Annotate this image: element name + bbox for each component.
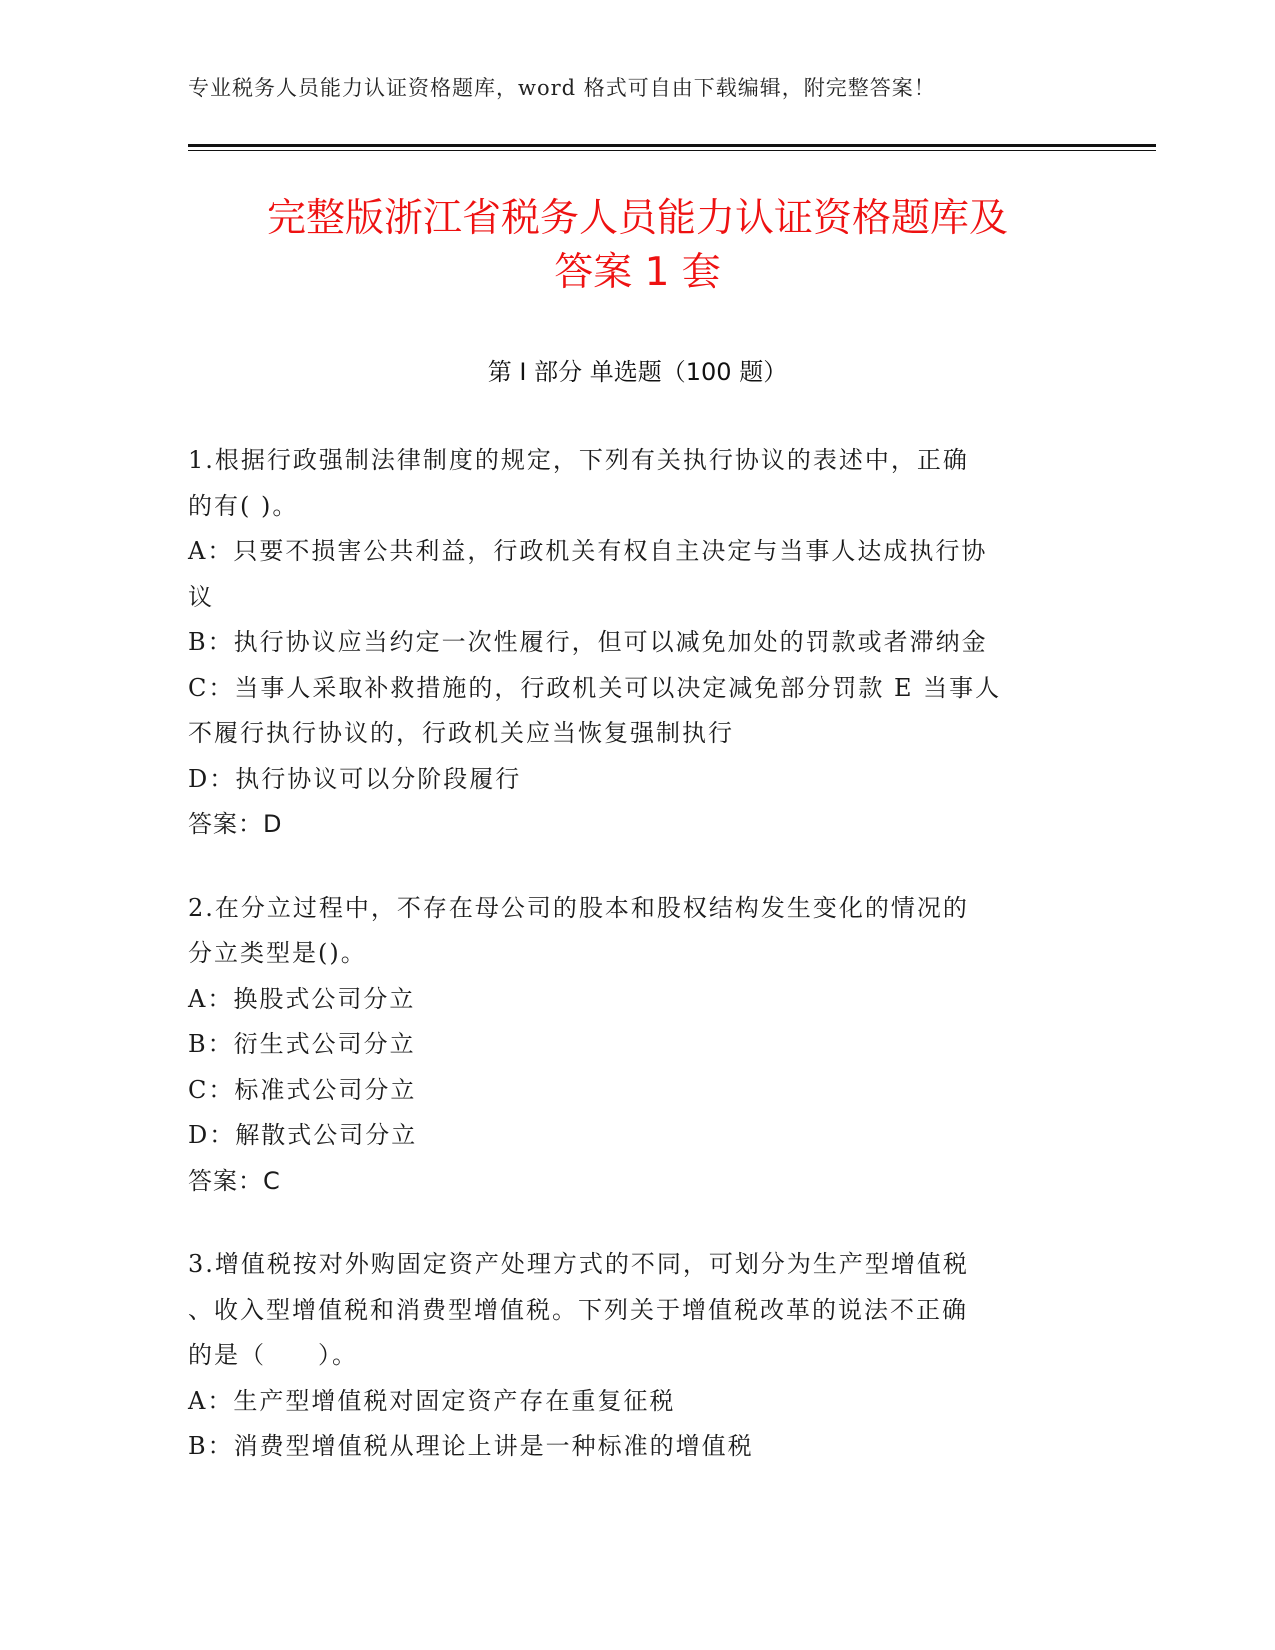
option-c: C：标准式公司分立 bbox=[188, 1075, 417, 1104]
question-stem: 分立类型是()。 bbox=[188, 939, 367, 967]
option-c: C：当事人采取补救措施的，行政机关可以决定减免部分罚款 E 当事人 bbox=[188, 673, 1002, 702]
question-stem: 3.增值税按对外购固定资产处理方式的不同，可划分为生产型增值税 bbox=[188, 1250, 969, 1278]
option-d: D：解散式公司分立 bbox=[188, 1121, 418, 1149]
document-title-line-2: 答案 1 套 bbox=[554, 250, 721, 295]
header-rule-thin bbox=[188, 150, 1156, 151]
section-title: 第 I 部分 单选题（100 题） bbox=[487, 358, 788, 386]
question-2 bbox=[188, 886, 1088, 1205]
header-rule-thick bbox=[188, 144, 1156, 147]
option-c: 不履行执行协议的，行政机关应当恢复强制执行 bbox=[188, 719, 734, 747]
question-stem: 1.根据行政强制法律制度的规定，下列有关执行协议的表述中，正确 bbox=[188, 446, 969, 474]
question-stem: 的有( )。 bbox=[188, 491, 299, 520]
answer: 答案：C bbox=[188, 1166, 281, 1195]
question-stem: 2.在分立过程中，不存在母公司的股本和股权结构发生变化的情况的 bbox=[188, 893, 969, 922]
header-note: 专业税务人员能力认证资格题库，word 格式可自由下载编辑，附完整答案！ bbox=[188, 76, 936, 100]
question-3 bbox=[188, 1242, 1088, 1470]
question-stem: 的是（ ）。 bbox=[188, 1341, 358, 1369]
document-title-line-1: 完整版浙江省税务人员能力认证资格题库及 bbox=[266, 196, 1008, 241]
option-a: 议 bbox=[188, 582, 214, 611]
question-1 bbox=[188, 438, 1088, 848]
option-a: A：换股式公司分立 bbox=[188, 984, 416, 1013]
option-b: B：消费型增值税从理论上讲是一种标准的增值税 bbox=[188, 1432, 754, 1460]
option-d: D：执行协议可以分阶段履行 bbox=[188, 764, 522, 793]
document-title bbox=[150, 192, 1125, 300]
option-a: A：生产型增值税对固定资产存在重复征税 bbox=[188, 1386, 676, 1415]
option-b: B：执行协议应当约定一次性履行，但可以减免加处的罚款或者滞纳金 bbox=[188, 628, 988, 656]
option-a: A：只要不损害公共利益，行政机关有权自主决定与当事人达成执行协 bbox=[188, 537, 988, 565]
option-b: B：衍生式公司分立 bbox=[188, 1030, 416, 1058]
question-stem: 、收入型增值税和消费型增值税。下列关于增值税改革的说法不正确 bbox=[188, 1295, 968, 1324]
answer: 答案：D bbox=[188, 810, 283, 838]
question-list bbox=[188, 438, 1088, 1508]
